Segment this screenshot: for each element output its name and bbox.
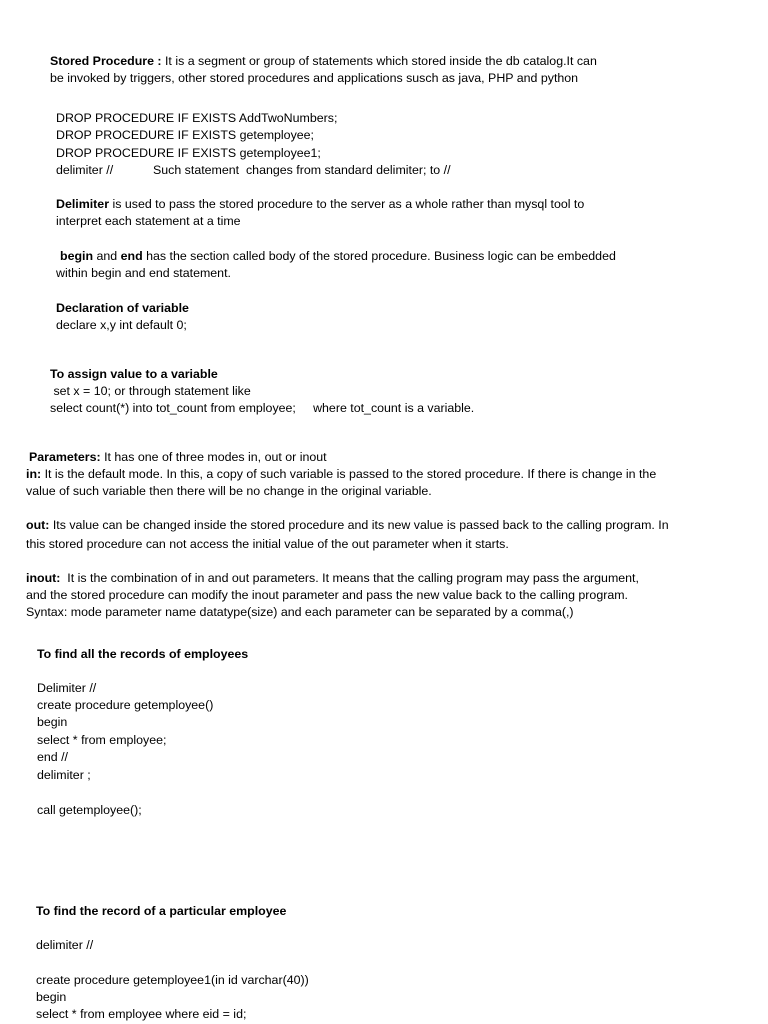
all-records-code-2: create procedure getemployee(): [37, 698, 214, 712]
delimiter-desc-line-1: [56, 196, 584, 213]
out-text-2: this stored procedure can not access the initial value of the out parameter when it starts.: [26, 537, 509, 551]
end-term: end: [120, 249, 143, 263]
all-records-code-3: begin: [37, 715, 68, 729]
drop-line-2: DROP PROCEDURE IF EXISTS getemployee;: [56, 128, 314, 142]
particular-code-1: create procedure getemployee1(in id varchar(40)): [36, 973, 309, 987]
particular-delimiter: delimiter //: [36, 938, 94, 952]
out-text-1: Its value can be changed inside the stored procedure and its new value is passed back to the calling program. In: [49, 518, 669, 532]
particular-code-3: select * from employee where eid = id;: [36, 1007, 247, 1021]
declaration-heading: [56, 300, 189, 317]
in-text-2: value of such variable then there will be no change in the original variable.: [26, 484, 432, 498]
declaration-code: declare x,y int default 0;: [56, 318, 187, 332]
in-term: in:: [26, 467, 42, 481]
assign-line-2: select count(*) into tot_count from employee; where tot_count is a variable.: [50, 401, 475, 415]
assign-line-1: set x = 10; or through statement like: [50, 384, 251, 398]
begin-end-text-2: within begin and end statement.: [56, 266, 231, 280]
delimiter-desc-text-2: interpret each statement at a time: [56, 214, 241, 228]
delimiter-note: Such statement changes from standard delimiter; to //: [153, 163, 451, 177]
inout-line-1: [26, 570, 639, 587]
begin-end-and: and: [93, 249, 121, 263]
out-term: out:: [26, 518, 50, 532]
delimiter-desc-text-1: is used to pass the stored procedure to the server as a whole rather than mysql tool to: [109, 197, 585, 211]
in-text-1: It is the default mode. In this, a copy of such variable is passed to the stored procedure. If there is change in the: [41, 467, 657, 481]
particular-code-2: begin: [36, 990, 67, 1004]
all-records-code-4: select * from employee;: [37, 733, 167, 747]
drop-line-3: DROP PROCEDURE IF EXISTS getemployee1;: [56, 146, 321, 160]
begin-term: begin: [60, 249, 94, 263]
assign-heading-text: To assign value to a variable: [50, 367, 218, 381]
inout-term: inout:: [26, 571, 61, 585]
inout-syntax: Syntax: mode parameter name datatype(size) and each parameter can be separated by a comma(,): [26, 605, 574, 619]
delimiter-term: Delimiter: [56, 197, 110, 211]
drop-line-1: DROP PROCEDURE IF EXISTS AddTwoNumbers;: [56, 111, 338, 125]
out-line-1: [26, 517, 669, 534]
particular-heading: [36, 903, 286, 920]
in-line-1: [26, 466, 656, 483]
particular-heading-text: To find the record of a particular employee: [36, 904, 287, 918]
all-records-heading: [37, 646, 248, 663]
intro-term: Stored Procedure :: [50, 54, 162, 68]
begin-end-text-1: has the section called body of the stored procedure. Business logic can be embedded: [142, 249, 616, 263]
assign-heading: [50, 366, 218, 383]
inout-text-2: and the stored procedure can modify the inout parameter and pass the new value back to the calling program.: [26, 588, 628, 602]
declaration-heading-text: Declaration of variable: [56, 301, 189, 315]
inout-text-1: It is the combination of in and out parameters. It means that the calling program may pass the argument,: [60, 571, 639, 585]
all-records-call: call getemployee();: [37, 803, 142, 817]
all-records-heading-text: To find all the records of employees: [37, 647, 249, 661]
all-records-code-5: end //: [37, 750, 69, 764]
all-records-code-6: delimiter ;: [37, 768, 91, 782]
intro-text-2: be invoked by triggers, other stored procedures and applications susch as java, PHP and python: [50, 71, 579, 85]
intro-line-1: [50, 53, 597, 70]
parameters-term: Parameters:: [29, 450, 101, 464]
parameters-line: [29, 449, 327, 466]
intro-text-1: It is a segment or group of statements which stored inside the db catalog.It can: [161, 54, 597, 68]
parameters-text: It has one of three modes in, out or inout: [100, 450, 327, 464]
begin-end-line-1: [60, 248, 616, 265]
delimiter-code: delimiter //: [56, 163, 114, 177]
all-records-code-1: Delimiter //: [37, 681, 97, 695]
